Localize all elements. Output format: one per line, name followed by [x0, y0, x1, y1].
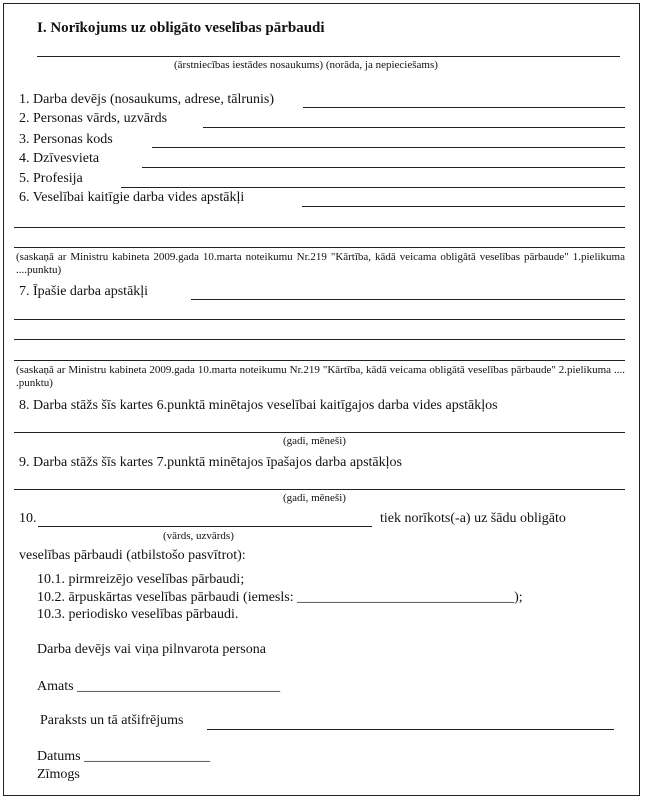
option-10-2[interactable]: [37, 590, 523, 606]
employer-representative-label: Darba devējs vai viņa pilnvarota persona: [37, 642, 266, 657]
field-10-text: tiek norīkots(-a) uz šādu obligāto: [380, 511, 566, 526]
field-8-caption: (gadi, mēneši): [283, 435, 346, 447]
field-1-line[interactable]: [303, 107, 625, 108]
stamp-label: Zīmogs: [37, 767, 80, 782]
field-9-caption: (gadi, mēneši): [283, 492, 346, 504]
check-intro: veselības pārbaudi (atbilstošo pasvītrot):: [19, 548, 246, 563]
option-10-1[interactable]: 10.1. pirmreizējo veselības pārbaudi;: [37, 572, 245, 587]
option-10-2-reason-line[interactable]: _______________________________: [297, 590, 515, 605]
position-label: Amats: [37, 679, 74, 694]
date-line[interactable]: __________________: [84, 749, 211, 764]
field-6-line-3[interactable]: [14, 247, 625, 248]
date-label: Datums: [37, 749, 81, 764]
field-10-number: 10.: [19, 511, 37, 526]
signature-line[interactable]: [207, 729, 614, 730]
field-5-line[interactable]: [121, 187, 625, 188]
field-9-label: 9. Darba stāžs šīs kartes 7.punktā minētajos īpašajos darba apstākļos: [19, 455, 402, 470]
option-10-2-close: );: [514, 590, 523, 605]
form-title: I. Norīkojums uz obligāto veselības pārbaudi: [37, 20, 325, 36]
position-field[interactable]: [37, 679, 280, 695]
field-3-label: 3. Personas kods: [19, 132, 113, 147]
field-7-label: 7. Īpašie darba apstākļi: [19, 284, 149, 299]
field-2-label: 2. Personas vārds, uzvārds: [19, 111, 168, 126]
field-2-line[interactable]: [203, 127, 625, 128]
field-9-line[interactable]: [14, 489, 625, 490]
field-6-label: 6. Veselībai kaitīgie darba vides apstākļi: [19, 190, 245, 205]
field-5-label: 5. Profesija: [19, 171, 83, 186]
field-7-line-2[interactable]: [14, 319, 625, 320]
field-10-line[interactable]: [38, 526, 372, 527]
signature-label: Paraksts un tā atšifrējums: [40, 713, 184, 728]
field-7-line-3[interactable]: [14, 339, 625, 340]
field-1-label: 1. Darba devējs (nosaukums, adrese, tālrunis): [19, 92, 275, 107]
position-line[interactable]: _____________________________: [77, 679, 281, 694]
field-6-line-2[interactable]: [14, 227, 625, 228]
field-3-line[interactable]: [152, 147, 625, 148]
date-field[interactable]: [37, 749, 210, 765]
field-7-line[interactable]: [191, 299, 625, 300]
field-7-note: (saskaņā ar Ministru kabineta 2009.gada 10.marta noteikumu Nr.219 "Kārtība, kādā veicama obligātā veselības pārbaude" 2.pielikuma .... .punktu): [16, 364, 625, 389]
field-7-line-4[interactable]: [14, 360, 625, 361]
option-10-3[interactable]: 10.3. periodisko veselības pārbaudi.: [37, 607, 239, 622]
field-6-line[interactable]: [302, 206, 625, 207]
field-4-label: 4. Dzīvesvieta: [19, 151, 100, 166]
field-4-line[interactable]: [142, 167, 625, 168]
field-6-note: (saskaņā ar Ministru kabineta 2009.gada 10.marta noteikumu Nr.219 "Kārtība, kādā veicama obligātā veselības pārbaude" 1.pielikuma ....punktu): [16, 251, 625, 276]
institution-line[interactable]: [37, 56, 620, 57]
field-8-label: 8. Darba stāžs šīs kartes 6.punktā minētajos veselībai kaitīgajos darba vides apstākļos: [19, 398, 498, 413]
option-10-2-label: 10.2. ārpuskārtas veselības pārbaudi (iemesls:: [37, 590, 298, 605]
field-8-line[interactable]: [14, 432, 625, 433]
institution-caption: (ārstniecības iestādes nosaukums) (norāda, ja nepieciešams): [174, 59, 438, 71]
field-10-caption: (vārds, uzvārds): [163, 530, 234, 542]
